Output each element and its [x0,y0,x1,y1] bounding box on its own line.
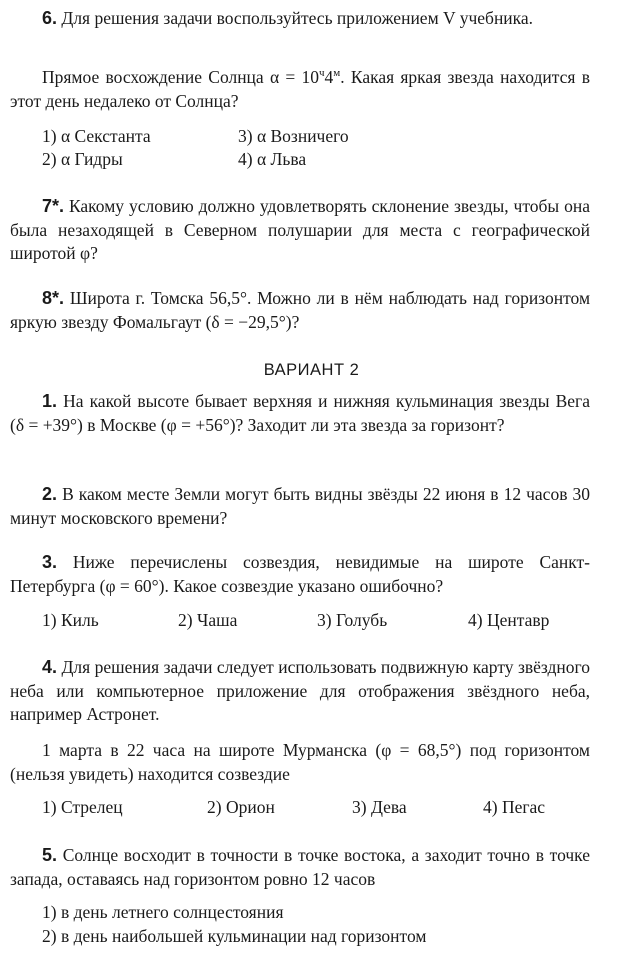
v2-task-1-number: 1. [42,391,58,411]
v2-task-4-condition: 1 марта в 22 часа на широте Мурманска (φ = 68,5°) под горизонтом (нельзя увидеть) находится созвездие [10,740,590,784]
v2-task-3 [10,551,590,598]
task-6-number: 6. [42,8,58,28]
v2-task-4-option: 1) Стрелец [42,797,123,817]
v2-task-5 [10,844,590,891]
v2-task-5-option: 2) в день наибольшей кульминации над горизонтом [42,926,427,946]
task-6-condition-part: . Какая яркая звезда находится в этот день недалеко от Солнца? [10,67,590,111]
task-6-option: 1) α Секстанта [42,126,151,146]
v2-task-3-option: 4) Центавр [468,610,550,630]
v2-task-3-text: Ниже перечислены созвездия, невидимые на широте Санкт-Петербурга (φ = 60°). Какое созвездие указано ошибочно? [10,552,590,596]
v2-task-5-number: 5. [42,845,58,865]
v2-task-5-option: 1) в день летнего солнцестояния [42,902,284,922]
v2-task-2-text: В каком месте Земли могут быть видны звёзды 22 июня в 12 часов 30 минут московского времени? [10,484,591,528]
task-7-text: Какому условию должно удовлетворять склонение звезды, чтобы она была незаходящей в Северном полушарии для места с географической широтой φ? [10,196,591,263]
task-6-option: 3) α Возничего [238,126,349,146]
task-7-number: 7*. [42,196,65,216]
task-7 [10,195,590,266]
v2-task-4-option: 4) Пегас [483,797,546,817]
task-6-text: Для решения задачи воспользуйтесь приложением V учебника. [61,8,534,28]
v2-task-1 [10,390,590,437]
minutes-superscript: м [333,67,341,80]
v2-task-2-number: 2. [42,484,58,504]
v2-task-3-option: 2) Чаша [178,610,238,630]
v2-task-5-text: Солнце восходит в точности в точке востока, а заходит точно в точке запада, оставаясь над горизонтом ровно 12 часов [10,845,591,889]
variant-heading: ВАРИАНТ 2 [263,361,360,379]
task-6-option: 4) α Льва [238,149,307,169]
v2-task-3-option: 1) Киль [42,610,99,630]
v2-task-4-option: 3) Дева [352,797,407,817]
v2-task-4-option: 2) Орион [207,797,275,817]
task-8-number: 8*. [42,288,65,308]
task-6 [10,7,590,31]
task-6-condition-part: 4 [324,67,334,87]
v2-task-1-text: На какой высоте бывает верхняя и нижняя кульминация звезды Вега (δ = +39°) в Москве (φ = +56°)? Заходит ли эта звезда за горизонт? [10,391,591,435]
task-6-condition [10,66,590,113]
hours-superscript: ч [318,67,325,80]
v2-task-4-text: Для решения задачи следует использовать подвижную карту звёздного неба или компьютерное приложение для отображения звёздного неба, например Астронет. [10,657,590,724]
task-8 [10,287,590,334]
v2-task-4 [10,656,590,727]
task-8-text: Широта г. Томска 56,5°. Можно ли в нём наблюдать над горизонтом яркую звезду Фомальгаут (δ = −29,5°)? [10,288,591,332]
v2-task-4-number: 4. [42,657,58,677]
v2-task-2 [10,483,590,530]
task-6-option: 2) α Гидры [42,149,123,169]
v2-task-3-option: 3) Голубь [317,610,388,630]
v2-task-3-number: 3. [42,552,58,572]
task-6-condition-part: Прямое восхождение Солнца α = 10 [42,67,319,87]
